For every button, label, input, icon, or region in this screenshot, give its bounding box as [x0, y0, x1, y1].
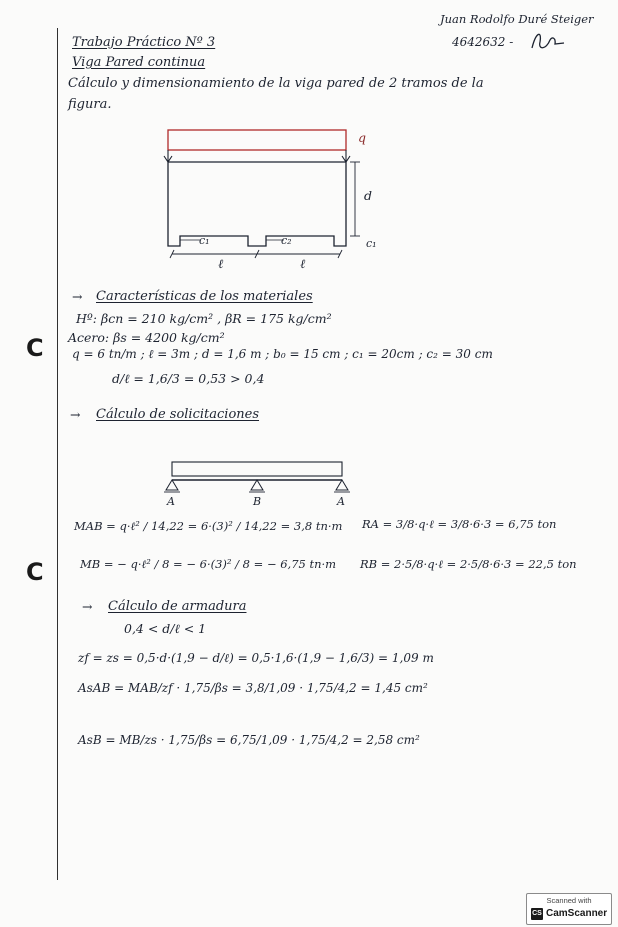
wall-beam-figure	[150, 122, 390, 274]
c2-label: c₂	[281, 234, 292, 247]
moment-ab-equation: MAB = q·ℓ² / 14,22 = 6·(3)² / 14,22 = 3,8 tn·m	[74, 519, 343, 533]
arrow-bullet: →	[72, 289, 83, 304]
steel-area-ab-equation: AsAB = MAB/zf · 1,75/βs = 3,8/1,09 · 1,75/4,2 = 1,45 cm²	[78, 681, 428, 695]
page-title: Trabajo Práctico Nº 3	[72, 35, 216, 50]
ratio-condition: 0,4 < d/ℓ < 1	[124, 621, 207, 636]
stamp-brand: CamScanner	[546, 908, 608, 919]
arrow-bullet: →	[82, 599, 93, 614]
span-right-label: ℓ	[300, 256, 306, 271]
reaction-a-equation: RA = 3/8·q·ℓ = 3/8·6·3 = 6,75 ton	[362, 517, 557, 531]
depth-span-ratio: d/ℓ = 1,6/3 = 0,53 > 0,4	[112, 371, 265, 386]
stamp-caption: Scanned with	[546, 896, 592, 905]
c1-right-label: c₁	[366, 237, 377, 250]
support-b-label: B	[253, 495, 262, 508]
load-box	[168, 130, 346, 150]
depth-d-label: d	[364, 188, 373, 203]
page-subtitle: Viga Pared continua	[72, 55, 206, 70]
solicitations-heading: Cálculo de solicitaciones	[96, 407, 260, 422]
span-left-label: ℓ	[218, 256, 224, 271]
load-q-label: q	[358, 130, 367, 145]
load-geometry-values: q = 6 tn/m ; ℓ = 3m ; d = 1,6 m ; b₀ = 15 cm ; c₁ = 20cm ; c₂ = 30 cm	[72, 347, 493, 361]
support-a-left-label: A	[167, 495, 175, 508]
c1-left-label: c₁	[199, 234, 210, 247]
materials-heading: Características de los materiales	[96, 289, 313, 304]
moment-b-equation: MB = − q·ℓ² / 8 = − 6·(3)² / 8 = − 6,75 tn·m	[80, 557, 337, 571]
binder-hole-mark: C	[26, 334, 44, 362]
camscanner-logo-icon: CS	[531, 908, 543, 920]
arrow-bullet: →	[70, 407, 81, 422]
steel-area-b-equation: AsB = MB/zs · 1,75/βs = 6,75/1,09 · 1,75/4,2 = 2,58 cm²	[78, 733, 420, 747]
lever-arm-equation: zf = zs = 0,5·d·(1,9 − d/ℓ) = 0,5·1,6·(1,9 − 1,6/3) = 1,09 m	[78, 651, 434, 665]
support-a-right-label: A	[337, 495, 345, 508]
concrete-properties: Hº: βcn = 210 kg/cm² , βR = 175 kg/cm²	[76, 311, 332, 326]
student-id: 4642632 -	[452, 35, 514, 49]
reinforcement-heading: Cálculo de armadura	[108, 599, 247, 614]
intro-line-2: figura.	[68, 97, 112, 112]
camscanner-stamp	[526, 893, 612, 925]
margin-line	[57, 28, 58, 880]
reaction-b-equation: RB = 2·5/8·q·ℓ = 2·5/8·6·3 = 22,5 ton	[360, 557, 577, 571]
signature	[528, 28, 568, 54]
binder-hole-mark: C	[26, 558, 44, 586]
intro-line-1: Cálculo y dimensionamiento de la viga pared de 2 tramos de la	[68, 76, 484, 91]
steel-properties: Acero: βs = 4200 kg/cm²	[68, 330, 225, 345]
author-name: Juan Rodolfo Duré Steiger	[440, 12, 594, 26]
